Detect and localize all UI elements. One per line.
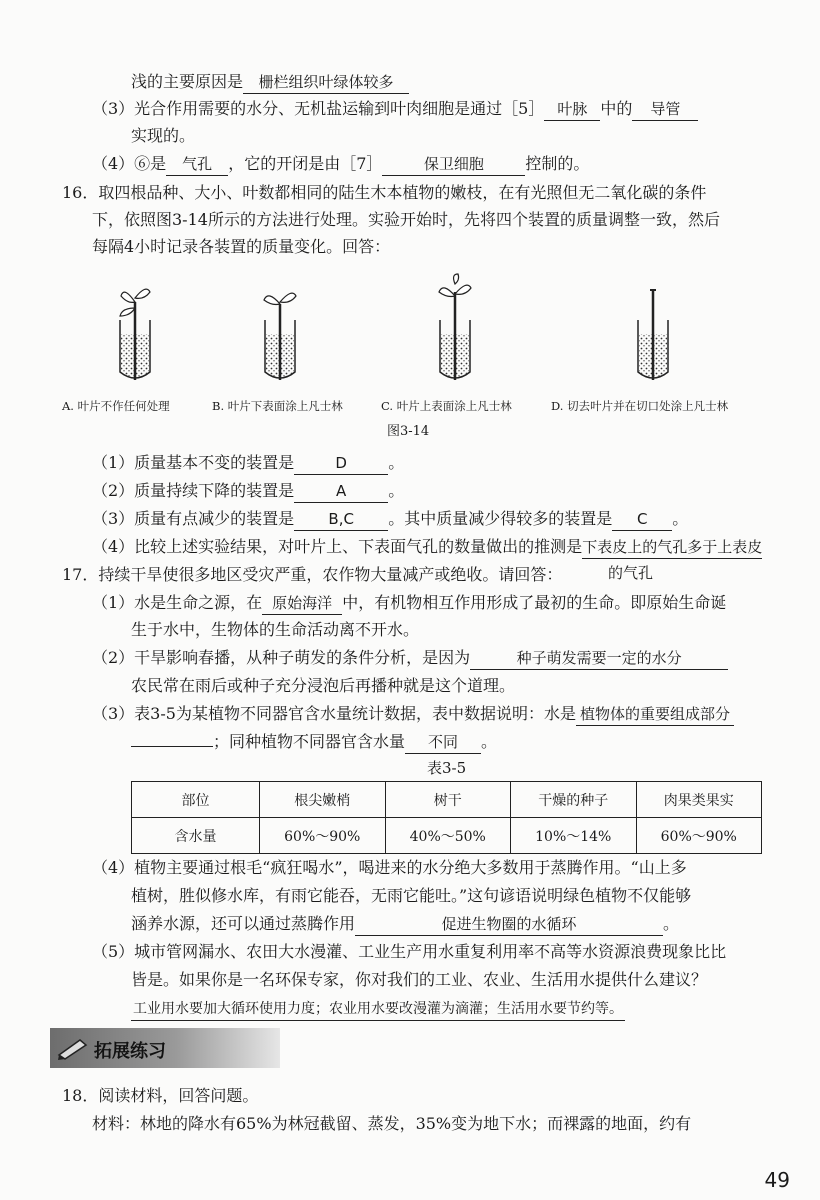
page-number: 49 xyxy=(764,1168,790,1192)
answer-q17-3b: 不同 xyxy=(405,731,481,754)
q17-part1 xyxy=(92,592,726,615)
q16-sub3 xyxy=(92,508,688,531)
q18-stem-line1: 18．阅读材料，回答问题。 xyxy=(62,1086,259,1105)
figure-label-b: B. 叶片下表面涂上凡士林 xyxy=(212,399,343,413)
q16-s1-text: （1）质量基本不变的装置是 xyxy=(92,453,295,472)
figure-3-14 xyxy=(100,272,680,392)
q17-p5-text-b: 皆是。如果你是一名环保专家，你对我们的工业、农业、生活用水提供什么建议？ xyxy=(131,970,708,989)
q15-p3-text-c: 实现的。 xyxy=(131,126,196,145)
q15-p4-text-b: ，它的开闭是由［7］ xyxy=(228,154,383,173)
q17-p4-text-a: （4）植物主要通过根毛“疯狂喝水”，喝进来的水分绝大多数用于蒸腾作用。“山上多 xyxy=(92,858,687,877)
answer-q15-p4-2: 保卫细胞 xyxy=(382,153,525,176)
q17-part2 xyxy=(92,647,728,670)
tube-c xyxy=(439,274,471,380)
q17-p2-text-a: （2）干旱影响春播，从种子萌发的条件分析，是因为 xyxy=(92,648,471,667)
q15-p4-text-a: （4）⑥是 xyxy=(92,154,167,173)
answer-q17-5: 工业用水要加大循环使用力度；农业用水要改漫灌为滴灌；生活用水要节约等。 xyxy=(131,998,625,1021)
answer-q16-1: D xyxy=(294,452,388,475)
table-cell: 60%～90% xyxy=(260,818,386,854)
tube-d xyxy=(638,290,668,380)
figure-label-d: D. 切去叶片并在切口处涂上凡士林 xyxy=(551,399,729,413)
q16-s1-period: 。 xyxy=(388,453,405,472)
q15-p4-text-c: 控制的。 xyxy=(525,154,590,173)
table-cell: 含水量 xyxy=(132,818,260,854)
table-cell: 10%～14% xyxy=(511,818,637,854)
q17-p1-text-c: 生于水中，生物体的生命活动离不开水。 xyxy=(131,620,420,639)
q16-s4-text: （4）比较上述实验结果，对叶片上、下表面气孔的数量做出的推测是 xyxy=(92,537,583,556)
q17-part3-cont xyxy=(131,731,497,754)
q17-p4-text-b: 植树，胜似修水库，有雨它能吞，无雨它能吐。”这句谚语说明绿色植物不仅能够 xyxy=(131,886,692,905)
section-title: 拓展练习 xyxy=(94,1041,166,1062)
answer-q17-3a: 植物体的重要组成部分 xyxy=(576,703,734,726)
q15-continuation xyxy=(131,71,409,94)
figure-caption: 图3-14 xyxy=(387,424,430,439)
q16-sub1 xyxy=(92,452,404,475)
water-content-table xyxy=(131,781,762,854)
figure-label-c: C. 叶片上表面涂上凡士林 xyxy=(381,399,512,413)
q16-s2-period: 。 xyxy=(388,481,405,500)
q15-p3-text-b: 中的 xyxy=(600,99,633,118)
answer-q17-1: 原始海洋 xyxy=(262,592,342,615)
answer-q17-4: 促进生物圈的水循环 xyxy=(355,913,663,936)
q17-stem xyxy=(62,564,562,586)
q17-part4-cont xyxy=(131,913,679,936)
q17-p4-period: 。 xyxy=(663,914,680,933)
answer-q16-4-cont-text: 的气孔 xyxy=(608,564,654,582)
figure-label-a: A. 叶片不作任何处理 xyxy=(62,399,170,413)
table-header-cell: 根尖嫩梢 xyxy=(260,782,386,818)
answer-q15-p3-2: 导管 xyxy=(632,98,698,121)
q15-p3-text-a: （3）光合作用需要的水分、无机盐运输到叶肉细胞是通过［5］ xyxy=(92,99,545,118)
table-header-cell: 肉果类果实 xyxy=(636,782,762,818)
q16-stem-line3: 每隔4小时记录各装置的质量变化。回答： xyxy=(92,237,391,256)
q17-p2-text-b: 农民常在雨后或种子充分浸泡后再播种就是这个道理。 xyxy=(131,676,516,695)
q15-cont-text: 浅的主要原因是 xyxy=(131,72,244,91)
q17-part3 xyxy=(92,703,734,726)
table-title: 表3-5 xyxy=(427,759,467,777)
q16-s3-text-b: 。其中质量减少得较多的装置是 xyxy=(388,509,613,528)
q17-part5-answer xyxy=(131,997,625,1021)
table-cell: 60%～90% xyxy=(636,818,762,854)
q16-s3-text-a: （3）质量有点减少的装置是 xyxy=(92,509,295,528)
table-header-row xyxy=(132,782,762,818)
q17-p1-text-a: （1）水是生命之源，在 xyxy=(92,593,263,612)
q16-s3-period: 。 xyxy=(672,509,689,528)
answer-blank-q17-3 xyxy=(131,746,213,747)
table-header-cell: 部位 xyxy=(132,782,260,818)
table-cell: 40%～50% xyxy=(385,818,511,854)
q17-p3-text-b: ；同种植物不同器官含水量 xyxy=(213,732,406,751)
answer-q17-2: 种子萌发需要一定的水分 xyxy=(470,647,728,670)
answer-q16-3b: C xyxy=(612,508,672,531)
q16-sub2 xyxy=(92,480,404,503)
section-header xyxy=(50,1028,280,1068)
q17-p4-text-c: 涵养水源，还可以通过蒸腾作用 xyxy=(131,914,356,933)
q17-p3-period: 。 xyxy=(481,732,498,751)
q18-material-line: 材料：林地的降水有65%为林冠截留、蒸发，35%变为地下水；而裸露的地面，约有 xyxy=(92,1114,692,1133)
q17-p1-text-b: 中，有机物相互作用形成了最初的生命。即原始生命诞 xyxy=(342,593,727,612)
answer-q15-p3-1: 叶脉 xyxy=(544,98,600,121)
q15-part3 xyxy=(92,98,698,121)
q16-sub4 xyxy=(92,536,762,559)
answer-q16-2: A xyxy=(294,480,388,503)
answer-q15-cont: 栅栏组织叶绿体较多 xyxy=(243,71,409,94)
answer-q16-3a: B,C xyxy=(294,508,388,531)
q17-p5-text-a: （5）城市管网漏水、农田大水漫灌、工业生产用水重复利用率不高等水资源浪费现象比比 xyxy=(92,942,727,961)
q17-p3-text-a: （3）表3-5为某植物不同器官含水量统计数据，表中数据说明：水是 xyxy=(92,704,576,723)
tube-a xyxy=(120,289,150,380)
q15-part4 xyxy=(92,153,589,176)
tube-b xyxy=(264,293,296,380)
answer-q16-4-cont xyxy=(608,562,653,584)
q16-s2-text: （2）质量持续下降的装置是 xyxy=(92,481,295,500)
q17-stem-text: 17．持续干旱使很多地区受灾严重，农作物大量减产或绝收。请回答： xyxy=(62,565,563,584)
answer-q16-4: 下表皮上的气孔多于上表皮 xyxy=(582,536,762,559)
table-header-cell: 树干 xyxy=(385,782,511,818)
pencil-icon xyxy=(56,1035,90,1061)
q16-stem-line1: 16．取四根品种、大小、叶数都相同的陆生木本植物的嫩枝，在有光照但无二氧化碳的条件 xyxy=(62,183,707,202)
table-header-cell: 干燥的种子 xyxy=(511,782,637,818)
q16-stem-line2: 下，依照图3-14所示的方法进行处理。实验开始时，先将四个装置的质量调整一致，然后 xyxy=(92,210,720,229)
table-row xyxy=(132,818,762,854)
answer-q15-p4-1: 气孔 xyxy=(166,153,228,176)
